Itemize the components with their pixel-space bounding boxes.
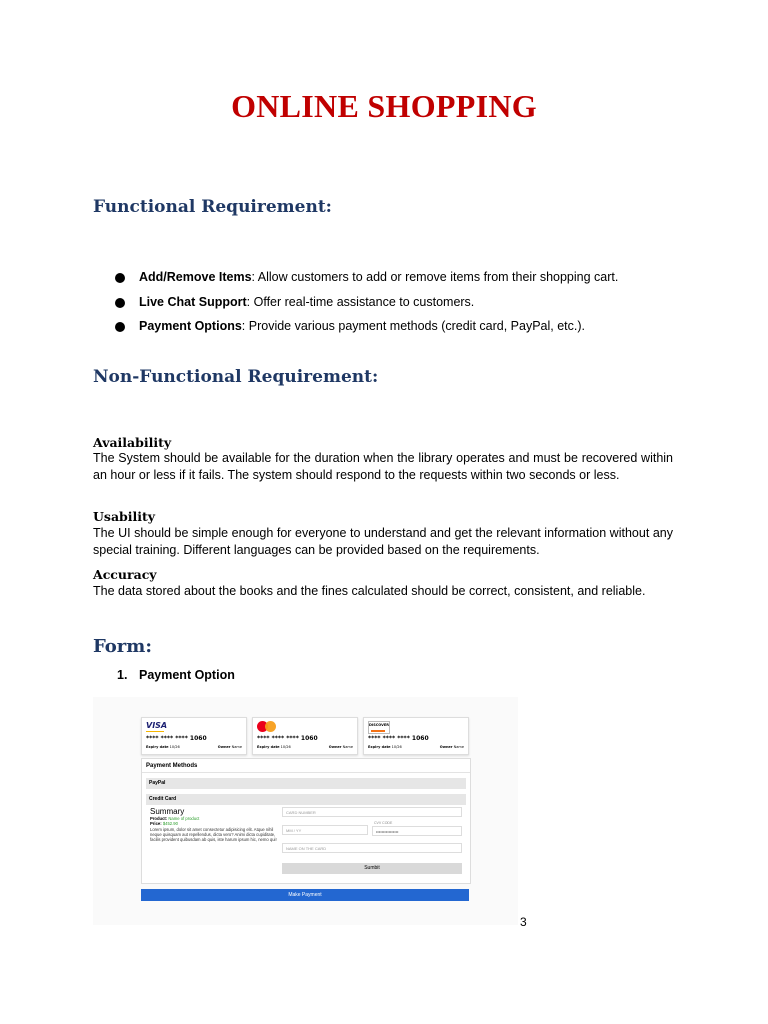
item-term: Add/Remove Items (139, 270, 252, 284)
payment-screenshot (93, 697, 518, 925)
paypal-option[interactable]: PayPal (146, 778, 466, 789)
usability-title: Usability (93, 509, 156, 524)
list-number: 1. (117, 668, 128, 682)
payment-methods-panel (141, 758, 471, 884)
list-item (115, 268, 618, 293)
product-line: Product: Name of product (150, 816, 200, 821)
visa-card (141, 717, 247, 755)
list-item (115, 293, 618, 318)
mastercard-card (252, 717, 358, 755)
owner-label: Owner (439, 745, 453, 749)
card-number: **** **** **** 1060 (257, 735, 318, 742)
summary-text: Lorem ipsum, dolor sit amet consectetur adipisicing elit. Atque nihil neque quisquam aut repellendus, dicta vero? Animi dicta cupiditate, facilis provident quibusdam ab quis, iste harum ipsum hic, nemo qui! (150, 827, 277, 842)
credit-card-option[interactable]: Credit Card (146, 794, 466, 805)
non-functional-heading: Non-Functional Requirement: (93, 367, 379, 387)
expiry-label: Expiry date (146, 745, 169, 749)
numbered-item (117, 668, 235, 682)
owner-label: Owner (328, 745, 342, 749)
functional-heading: Functional Requirement: (93, 197, 332, 217)
payment-methods-title: Payment Methods (146, 763, 198, 769)
page-title: ONLINE SHOPPING (231, 88, 537, 124)
summary-title: Summary (150, 807, 185, 816)
item-desc: : Offer real-time assistance to customers. (246, 294, 475, 309)
expiry-value: 10/26 (169, 745, 180, 749)
discover-card (363, 717, 469, 755)
accuracy-title: Accuracy (93, 567, 157, 582)
discover-logo-icon: DISCOVER (368, 721, 390, 734)
card-meta (146, 745, 242, 749)
divider (142, 772, 470, 773)
usability-text: The UI should be simple enough for everyone to understand and get the relevant information without any special training. Different languages can be provided based on the requirements. (93, 526, 673, 557)
list-label: Payment Option (139, 668, 235, 682)
expiry-value: 10/26 (280, 745, 291, 749)
expiry-label: Expiry date (368, 745, 391, 749)
submit-button[interactable]: Sumbit (282, 863, 462, 874)
expiry-input[interactable]: MM / YY (282, 825, 368, 835)
page-number: 3 (520, 915, 527, 929)
owner-label: Owner (217, 745, 231, 749)
accuracy-text: The data stored about the books and the fines calculated should be correct, consistent, and reliable. (93, 584, 646, 598)
expiry-value: 10/26 (391, 745, 402, 749)
price-line: Price: $452.90 (150, 821, 178, 826)
cvv-input[interactable]: •••••••••••••••• (372, 826, 462, 836)
owner-value: Name (453, 745, 464, 749)
expiry-label: Expiry date (257, 745, 280, 749)
availability-title: Availability (93, 435, 172, 450)
bullet-icon (115, 322, 125, 332)
item-desc: : Allow customers to add or remove items from their shopping cart. (251, 270, 619, 284)
card-number-input[interactable]: CARD NUMBER (282, 807, 462, 817)
cvv-label: CVV CODE (374, 821, 393, 825)
visa-logo-icon: VISA (146, 721, 168, 730)
bullet-icon (115, 273, 125, 283)
form-heading: Form: (93, 636, 152, 657)
card-meta (368, 745, 464, 749)
functional-list (115, 268, 618, 342)
item-term: Payment Options (139, 319, 242, 333)
bullet-icon (115, 298, 125, 308)
card-number: **** **** **** 1060 (146, 735, 207, 742)
mastercard-logo-icon (257, 721, 277, 732)
owner-value: Name (231, 745, 242, 749)
name-on-card-input[interactable]: NAME ON THE CARD (282, 843, 462, 853)
item-desc: : Provide various payment methods (credit card, PayPal, etc.). (241, 319, 585, 333)
card-meta (257, 745, 353, 749)
item-term: Live Chat Support (139, 294, 247, 309)
availability-text: The System should be available for the duration when the library operates and must be recovered within an hour or less if it fails. The system should respond to the requests within two seconds or less. (93, 451, 673, 482)
make-payment-button[interactable]: Make Payment (141, 889, 469, 901)
card-number: **** **** **** 1060 (368, 735, 429, 742)
list-item (115, 317, 618, 342)
owner-value: Name (342, 745, 353, 749)
visa-underline (146, 731, 164, 732)
